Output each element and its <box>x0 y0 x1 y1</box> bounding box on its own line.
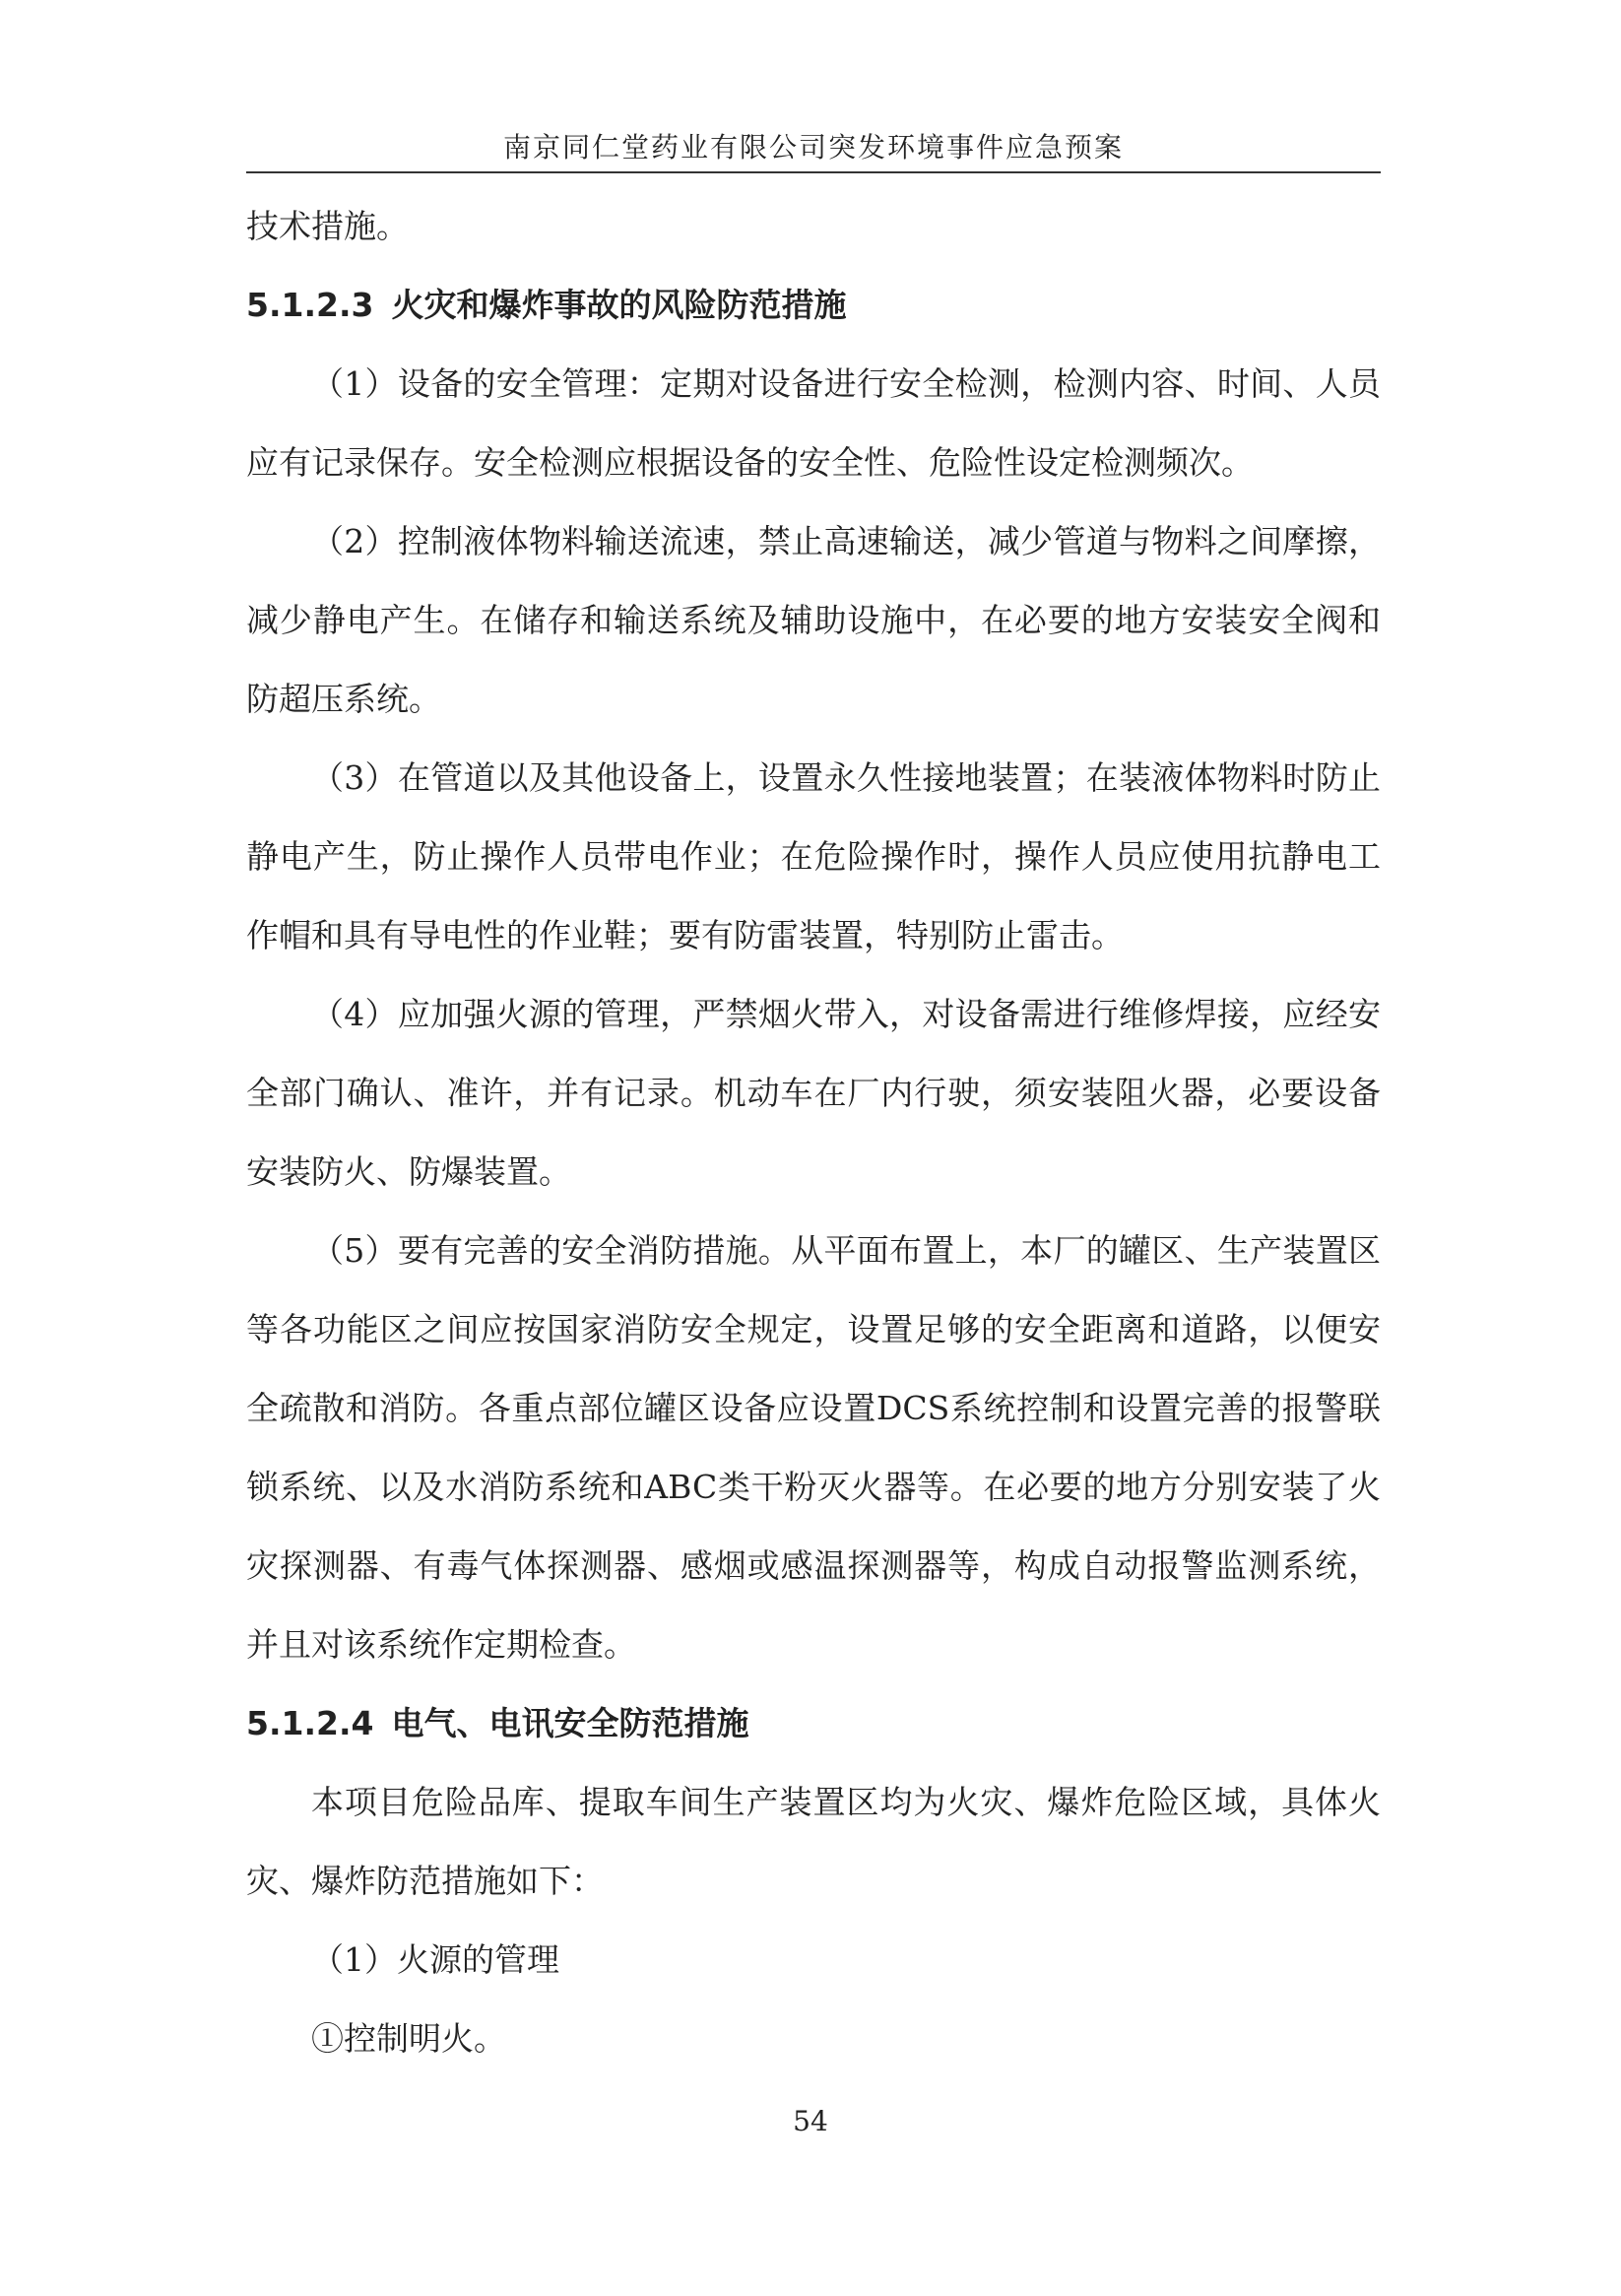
page-number: 54 <box>793 2105 828 2137</box>
section-number: 5.1.2.3 <box>246 286 374 324</box>
paragraph-item: （4）应加强火源的管理，严禁烟火带入，对设备需进行维修焊接，应经安全部门确认、准许，并有记录。机动车在厂内行驶，须安装阻火器，必要设备安装防火、防爆装置。 <box>246 995 1381 1191</box>
paragraph-item: （3）在管道以及其他设备上，设置永久性接地装置；在装液体物料时防止静电产生，防止操作人员带电作业；在危险操作时，操作人员应使用抗静电工作帽和具有导电性的作业鞋；要有防雷装置，特别防止雷击。 <box>246 758 1381 954</box>
paragraph-item: （1）设备的安全管理：定期对设备进行安全检测，检测内容、时间、人员应有记录保存。安全检测应根据设备的安全性、危险性设定检测频次。 <box>246 364 1381 482</box>
section-heading-5124 <box>246 1684 1381 1763</box>
section-intro: 本项目危险品库、提取车间生产装置区均为火灾、爆炸危险区域，具体火灾、爆炸防范措施如下： <box>246 1783 1381 1900</box>
section-title: 火灾和爆炸事故的风险防范措施 <box>391 286 847 324</box>
paragraph-item: （5）要有完善的安全消防措施。从平面布置上，本厂的罐区、生产装置区等各功能区之间应按国家消防安全规定，设置足够的安全距离和道路，以便安全疏散和消防。各重点部位罐区设备应设置DCS系统控制和设置完善的报警联锁系统、以及水消防系统和ABC类干粉灭火器等。在必要的地方分别安装了火灾探测器、有毒气体探测器、感烟或感温探测器等，构成自动报警监测系统，并且对该系统作定期检查。 <box>246 1231 1381 1664</box>
paragraph-item: （2）控制液体物料输送流速，禁止高速输送，减少管道与物料之间摩擦，减少静电产生。在储存和输送系统及辅助设施中，在必要的地方安装安全阀和防超压系统。 <box>246 522 1381 718</box>
list-item: ①控制明火。 <box>311 2019 506 2058</box>
document-body <box>246 187 1381 2078</box>
section-heading-5123 <box>246 266 1381 345</box>
subheading: （1）火源的管理 <box>311 1940 559 1979</box>
section-title: 电气、电讯安全防范措施 <box>391 1704 749 1742</box>
page-header-title: 南京同仁堂药业有限公司突发环境事件应急预案 <box>502 131 1124 164</box>
section-number: 5.1.2.4 <box>246 1704 374 1742</box>
header-divider <box>246 171 1381 173</box>
continuation-text: 技术措施。 <box>246 207 409 245</box>
